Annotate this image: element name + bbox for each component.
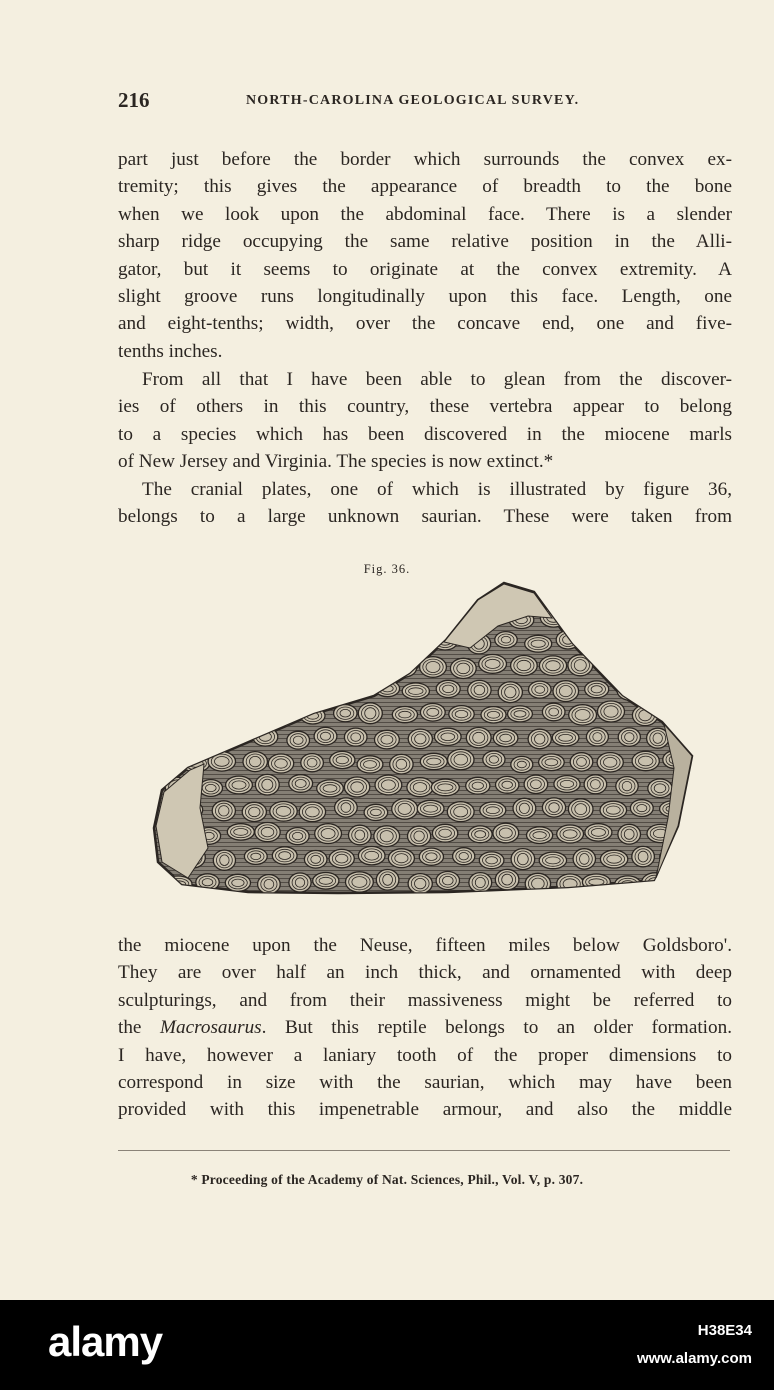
text-line: provided with this impenetrable armour, and also the middle — [118, 1099, 732, 1121]
sculpture-pit-ring — [227, 730, 243, 743]
text-line: of New Jersey and Virginia. The species is now extinct.* — [118, 451, 554, 473]
sculpture-pit-ring — [360, 656, 387, 675]
sculpture-pit-ring — [632, 751, 659, 770]
sculpture-pit-ring — [234, 639, 248, 649]
sculpture-pit-ring — [216, 708, 235, 722]
sculpture-pit-ring — [276, 660, 285, 669]
sculpture-pit-ring — [239, 660, 261, 676]
sculpture-pit-ring — [266, 687, 276, 694]
text-line: ies of others in this country, these vertebra appear to belong — [118, 396, 732, 418]
sculpture-pit-ring — [271, 607, 296, 624]
paragraph-neuse-description — [118, 932, 732, 1124]
sculpture-pit-ring — [668, 660, 684, 673]
watermark-url: www.alamy.com — [636, 1350, 752, 1367]
paragraph-cranial-plates — [118, 476, 732, 531]
sculpture-pit-ring — [194, 683, 220, 701]
text-line: I have, however a laniary tooth of the proper dimensions to — [118, 1044, 732, 1066]
sculpture-pit-ring — [213, 658, 237, 676]
sculpture-pit-ring — [272, 708, 292, 724]
sculpture-pit-ring — [636, 663, 647, 670]
sculpture-pit-ring — [604, 658, 624, 670]
sculpture-pit-ring — [590, 637, 601, 645]
sculpture-pit-ring — [479, 655, 507, 674]
sculpture-pit-ring — [674, 874, 697, 895]
sculpture-pit-ring — [188, 615, 198, 623]
sculpture-pit-ring — [344, 777, 369, 797]
sculpture-pit-ring — [660, 611, 685, 629]
sculpture-pit-ring — [290, 637, 303, 647]
sculpture-pit-ring — [322, 640, 331, 648]
sculpture-pit-ring — [255, 823, 280, 842]
paragraph-continuation — [118, 146, 732, 365]
sculpture-pit-ring — [224, 728, 247, 746]
text-segment: . But this reptile belongs to an older formation. — [261, 1017, 732, 1039]
text-line: correspond in size with the saurian, which may have been — [118, 1071, 732, 1093]
sculpture-pit-ring — [245, 610, 262, 625]
sculpture-pit-ring — [316, 678, 338, 698]
text-line: slight groove runs longitudinally upon this face. Length, one — [118, 285, 732, 307]
sculpture-pit-ring — [249, 710, 259, 717]
sculpture-pit-ring — [306, 660, 318, 671]
sculpture-pit-ring — [185, 612, 201, 624]
sculpture-pit-ring — [601, 610, 621, 624]
sculpture-pit-ring — [597, 753, 623, 772]
sculpture-pit-ring — [568, 608, 593, 624]
sculpture-pit-ring — [270, 802, 297, 822]
sculpture-pit-ring — [584, 633, 607, 650]
sculpture-pit-ring — [286, 680, 310, 699]
sculpture-pit-ring — [256, 631, 280, 649]
sculpture-pit-ring — [243, 752, 267, 772]
sculpture-pit-ring — [396, 664, 411, 672]
sculpture-pit-ring — [334, 610, 349, 621]
text-line: belongs to a large unknown saurian. These were taken from — [118, 506, 732, 528]
sculpture-pit-ring — [408, 874, 432, 894]
sculpture-pit-ring — [216, 660, 233, 673]
sculpture-pit-ring — [184, 659, 202, 675]
sculpture-pit-ring — [278, 612, 290, 620]
sculpture-pit-ring — [553, 681, 579, 702]
sculpture-pit-ring — [640, 613, 652, 622]
running-head: NORTH-CAROLINA GEOLOGICAL SURVEY. — [246, 93, 580, 108]
sculpture-pit-ring — [199, 729, 219, 744]
sculpture-pit-ring — [202, 731, 215, 741]
page-header — [118, 88, 733, 118]
sculpture-pit-ring — [230, 733, 240, 741]
sculpture-pit-ring — [466, 728, 491, 748]
sculpture-pit-ring — [219, 663, 230, 671]
sculpture-pit-ring — [338, 660, 348, 671]
sculpture-pit-ring — [618, 632, 641, 648]
sculpture-pit-ring — [604, 613, 617, 623]
sculpture-pit-ring — [275, 711, 289, 722]
sculpture-pit-ring — [228, 679, 252, 697]
sculpture-pit-ring — [681, 736, 695, 743]
text-line: and eight-tenths; width, over the concave end, one and five- — [118, 313, 732, 335]
sculpture-pit-ring — [374, 826, 400, 847]
text-line: They are over half an inch thick, and ornamented with deep — [118, 962, 732, 984]
sculpture-pit-ring — [212, 706, 237, 725]
sculpture-pit-ring — [350, 687, 365, 694]
sculpture-pit-ring — [663, 613, 681, 626]
sculpture-pit-ring — [259, 682, 282, 699]
sculpture-pit-ring — [300, 655, 325, 676]
sculpture-pit-ring — [621, 635, 638, 646]
sculpture-pit-ring — [587, 635, 604, 648]
sculpture-pit-ring — [676, 824, 700, 841]
sculpture-pit-ring — [196, 635, 217, 651]
sculpture-pit-ring — [422, 614, 440, 626]
taxon-name-italic: Macrosaurus — [160, 1017, 262, 1039]
sculpture-pit-ring — [301, 607, 326, 625]
sculpture-pit-ring — [286, 634, 306, 649]
sculpture-pit-ring — [173, 732, 184, 743]
sculpture-pit-ring — [168, 683, 185, 698]
sculpture-pit-ring — [632, 705, 657, 726]
sculpture-pit-ring — [350, 634, 366, 650]
sculpture-pit-ring — [243, 662, 259, 674]
sculpture-pit-ring — [671, 662, 680, 670]
sculpture-pit-ring — [315, 824, 342, 844]
sculpture-pit-ring — [378, 637, 397, 651]
page-number: 216 — [118, 88, 150, 112]
sculpture-pit-ring — [678, 876, 695, 892]
sculpture-pit-ring — [218, 613, 228, 624]
sculpture-pit-ring — [647, 632, 671, 649]
sculpture-pit-ring — [263, 636, 274, 644]
sculpture-pit-ring — [568, 655, 593, 676]
text-line: From all that I have been able to glean from the discover- — [142, 369, 732, 390]
sculpture-pit-ring — [390, 610, 416, 627]
sculpture-pit-ring — [664, 710, 677, 717]
sculpture-pit-ring — [629, 658, 653, 674]
sculpture-pit-ring — [525, 873, 550, 894]
sculpture-pit-ring — [511, 656, 538, 676]
sculpture-pit-ring — [319, 680, 335, 695]
sculpture-pit-ring — [292, 684, 304, 693]
sculpture-pit-ring — [650, 634, 668, 646]
sculpture-pit-ring — [682, 684, 700, 697]
sculpture-pit-ring — [319, 638, 335, 651]
sculpture-pit-ring — [598, 701, 625, 722]
sculpture-pit-ring — [624, 686, 638, 696]
text-line: part just before the border which surrounds the convex ex- — [118, 149, 732, 170]
sculpture-pit-ring — [289, 682, 307, 696]
sculpture-pit-ring — [299, 802, 325, 822]
sculpture-pit-ring — [164, 681, 187, 701]
sculpture-pit-ring — [197, 685, 216, 698]
text-line — [118, 1014, 732, 1041]
sculpture-pit-ring — [419, 612, 444, 629]
footnote: * Proceeding of the Academy of Nat. Sciences, Phil., Vol. V, p. 307. — [190, 1172, 584, 1187]
sculpture-pit-ring — [683, 637, 692, 647]
sculpture-pit-ring — [327, 605, 355, 626]
sculpture-pit-ring — [170, 637, 184, 644]
sculpture-pit-ring — [637, 610, 655, 624]
sculpture-pit-ring — [354, 636, 364, 647]
sculpture-pit-ring — [182, 705, 205, 723]
sculpture-pit-ring — [408, 729, 432, 749]
sculpture-pit-ring — [242, 705, 265, 722]
sculpture-pit-ring — [450, 658, 476, 678]
sculpture-pit-ring — [367, 661, 382, 671]
sculpture-pit-ring — [332, 655, 355, 675]
sculpture-pit-ring — [393, 612, 413, 625]
sculpture-pit-ring — [381, 640, 394, 649]
sculpture-pit-ring — [308, 612, 321, 621]
sculpture-pit-ring — [199, 638, 213, 649]
sculpture-pit-ring — [335, 658, 351, 674]
sculpture-pit-ring — [601, 656, 627, 673]
sculpture-pit-ring — [248, 612, 259, 622]
sculpture-pit-ring — [219, 711, 231, 720]
text-segment: the — [118, 1017, 161, 1039]
text-line: to a species which has been discovered in the miocene marls — [118, 423, 732, 445]
sculpture-pit-ring — [493, 823, 519, 843]
sculpture-pit-ring — [392, 799, 418, 820]
sculpture-pit-ring — [653, 636, 665, 643]
sculpture-pit-ring — [679, 682, 700, 700]
text-line: sculpturings, and from their massiveness might be referred to — [118, 989, 732, 1011]
sculpture-pit-ring — [262, 684, 278, 696]
sculpture-pit-ring — [360, 612, 381, 624]
sculpture-pit-ring — [683, 829, 695, 836]
sculpture-pit-ring — [425, 617, 437, 625]
sculpture-pit-ring — [208, 752, 235, 771]
sculpture-pit-ring — [645, 681, 668, 701]
sculpture-pit-ring — [200, 688, 213, 696]
sculpture-pit-ring — [227, 634, 253, 653]
footnote-rule — [118, 1150, 730, 1151]
sculpture-pit-ring — [331, 608, 352, 624]
sculpture-pit-ring — [347, 631, 370, 652]
sculpture-pit-ring — [167, 635, 187, 647]
sculpture-pit-ring — [402, 635, 429, 652]
sculpture-pit-ring — [283, 632, 309, 652]
sculpture-pit-ring — [633, 608, 658, 626]
text-line: sharp ridge occupying the same relative position in the Alli- — [118, 231, 732, 253]
sculpture-pit-ring — [652, 685, 662, 695]
paragraph-vertebra-species — [118, 366, 732, 476]
text-line: The cranial plates, one of which is illustrated by figure 36, — [142, 479, 732, 500]
sculpture-pit-ring — [642, 873, 669, 892]
sculpture-pit-ring — [246, 707, 262, 719]
sculpture-pit-ring — [187, 662, 198, 673]
sculpture-pit-ring — [685, 687, 696, 695]
sculpture-pit-ring — [405, 637, 426, 650]
sculpture-pit-ring — [167, 727, 191, 748]
sculpture-pit-ring — [170, 729, 187, 745]
sculpture-pit-ring — [242, 608, 266, 628]
sculpture-pit-ring — [667, 615, 679, 624]
sculpture-pit-ring — [665, 657, 687, 675]
sculpture-pit-ring — [346, 872, 374, 892]
sculpture-pit-ring — [448, 749, 474, 769]
sculpture-pit-ring — [657, 705, 683, 721]
sculpture-pit-ring — [396, 614, 409, 622]
sculpture-pit-ring — [231, 637, 251, 651]
sculpture-pit-ring — [607, 661, 620, 668]
sculpture-pit-ring — [661, 707, 680, 719]
text-line: tenths inches. — [118, 340, 223, 362]
text-line: tremity; this gives the appearance of breadth to the bone — [118, 176, 732, 198]
sculpture-pit-ring — [568, 799, 593, 820]
sculpture-pit-ring — [363, 614, 378, 621]
sculpture-pit-ring — [357, 609, 385, 626]
sculpture-pit-ring — [617, 681, 644, 701]
sculpture-pit-ring — [303, 658, 322, 674]
sculpture-pit-ring — [260, 633, 278, 646]
sculpture-pit-ring — [185, 708, 201, 721]
sculpture-pit-ring — [242, 802, 266, 821]
sculpture-pit-ring — [273, 658, 289, 672]
sculpture-pit-ring — [344, 682, 371, 699]
sculpture-pit-ring — [680, 634, 696, 649]
sculpture-pit-ring — [215, 610, 231, 626]
sculpture-pit-ring — [666, 853, 676, 861]
sculpture-pit-ring — [234, 684, 245, 692]
text-line: gator, but it seems to originate at the convex extremity. A — [118, 258, 732, 280]
sculpture-pit-ring — [677, 632, 699, 652]
sculpture-pit-ring — [572, 611, 590, 623]
figure-caption: Fig. 36. — [363, 562, 411, 576]
sculpture-pit-ring — [680, 827, 698, 839]
sculpture-pit-ring — [182, 610, 205, 627]
image-id: H38E34 — [697, 1322, 752, 1339]
sculpture-pit-ring — [539, 656, 566, 676]
sculpture-pit-ring — [575, 613, 587, 620]
sculpture-pit-ring — [231, 682, 249, 695]
text-line: when we look upon the abdominal face. There is a slender — [118, 203, 732, 225]
sculpture-pit-ring — [212, 608, 234, 628]
sculpture-pit-ring — [557, 874, 584, 894]
sculpture-pit-ring — [649, 683, 665, 698]
sculpture-pit-ring — [246, 665, 256, 672]
sculpture-pit-ring — [447, 802, 474, 822]
watermark-bar — [0, 1300, 774, 1390]
sculpture-pit-ring — [188, 710, 198, 718]
sculpture-pit-ring — [375, 775, 402, 795]
sculpture-pit-ring — [275, 610, 294, 622]
sculpture-pit-ring — [316, 635, 338, 653]
sculpture-pit-ring — [322, 683, 332, 693]
sculpture-pit-ring — [409, 640, 424, 648]
sculpture-pit-ring — [196, 726, 222, 746]
sculpture-pit-ring — [347, 684, 368, 696]
cranial-plate-illustration — [148, 578, 700, 898]
sculpture-pit-ring — [268, 754, 293, 773]
sculpture-pit-ring — [389, 659, 416, 677]
sculpture-pit-ring — [633, 660, 650, 671]
sculpture-pit-ring — [407, 778, 433, 797]
sculpture-pit-ring — [171, 686, 182, 696]
sculpture-pit-ring — [375, 635, 401, 653]
sculpture-pit-ring — [193, 633, 220, 654]
text-line: the miocene upon the Neuse, fifteen miles below Goldsboro'. — [118, 935, 732, 956]
sculpture-pit-ring — [305, 610, 324, 624]
sculpture-pit-ring — [569, 705, 597, 725]
sculpture-pit-ring — [163, 632, 189, 649]
sculpture-pit-ring — [597, 608, 623, 627]
sculpture-pit-ring — [270, 656, 292, 675]
sculpture-pit-ring — [681, 879, 692, 890]
sculpture-pit-ring — [388, 849, 414, 868]
alamy-logo: alamy — [48, 1318, 163, 1365]
sculpture-pit-ring — [498, 682, 522, 703]
sculpture-pit-ring — [625, 637, 635, 643]
sculpture-pit-ring — [364, 659, 385, 674]
sculpture-pit-ring — [181, 657, 205, 678]
